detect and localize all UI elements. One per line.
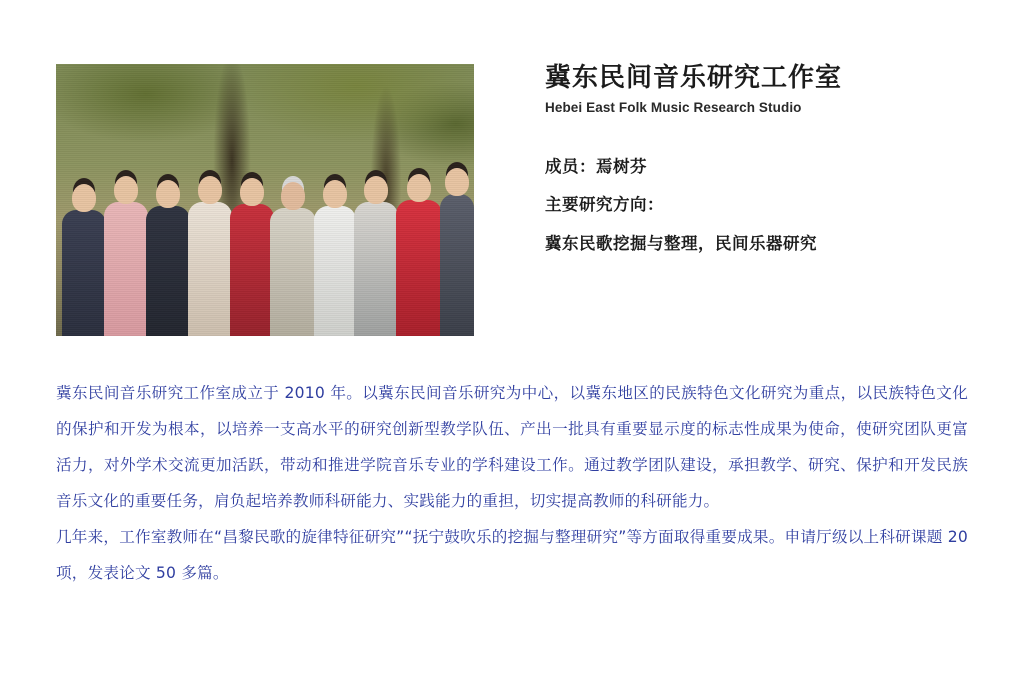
person-head	[198, 176, 222, 204]
person-head	[156, 180, 180, 208]
person-figure	[396, 200, 442, 336]
page-subtitle-english: Hebei East Folk Music Research Studio	[545, 100, 802, 116]
body-text	[56, 375, 968, 591]
page-title: 冀东民间音乐研究工作室	[545, 63, 843, 93]
person-head	[407, 174, 431, 202]
body-paragraph-1: 冀东民间音乐研究工作室成立于 2010 年。以冀东民间音乐研究为中心，以冀东地区的民族特色文化研究为重点，以民族特色文化的保护和开发为根本，以培养一支高水平的研究创新型教学队伍、产出一批具有重要显示度的标志性成果为使命，使研究团队更富活力，对外学术交流更加活跃，带动和推进学院音乐专业的学科建设工作。通过教学团队建设，承担教学、研究、保护和开发民族音乐文化的重要任务，肩负起培养教师科研能力、实践能力的重担，切实提高教师的科研能力。	[56, 384, 968, 510]
person-figure	[104, 202, 148, 336]
person-head	[72, 184, 96, 212]
research-direction-label: 主要研究方向：	[545, 195, 664, 215]
person-head	[281, 182, 305, 210]
title-block	[545, 62, 985, 115]
person-figure	[188, 202, 232, 336]
person-head	[445, 168, 469, 196]
person-figure	[440, 194, 474, 336]
person-head	[323, 180, 347, 208]
person-figure	[314, 206, 356, 336]
person-figure	[230, 204, 274, 336]
body-paragraph-2: 几年来，工作室教师在“昌黎民歌的旋律特征研究”“抚宁鼓吹乐的挖掘与整理研究”等方面取得重要成果。申请厅级以上科研课题 20 项，发表论文 50 多篇。	[56, 528, 968, 582]
person-head	[364, 176, 388, 204]
person-figure-elder	[270, 208, 316, 336]
photo-people-group	[56, 160, 474, 336]
person-figure	[62, 210, 106, 336]
studio-meta	[545, 156, 975, 255]
person-head	[240, 178, 264, 206]
person-head	[114, 176, 138, 204]
studio-group-photo	[56, 64, 474, 336]
person-figure	[354, 202, 398, 336]
research-direction-value: 冀东民歌挖掘与整理，民间乐器研究	[545, 233, 817, 253]
person-figure	[146, 206, 190, 336]
members-line: 成员：焉树芬	[545, 157, 647, 176]
